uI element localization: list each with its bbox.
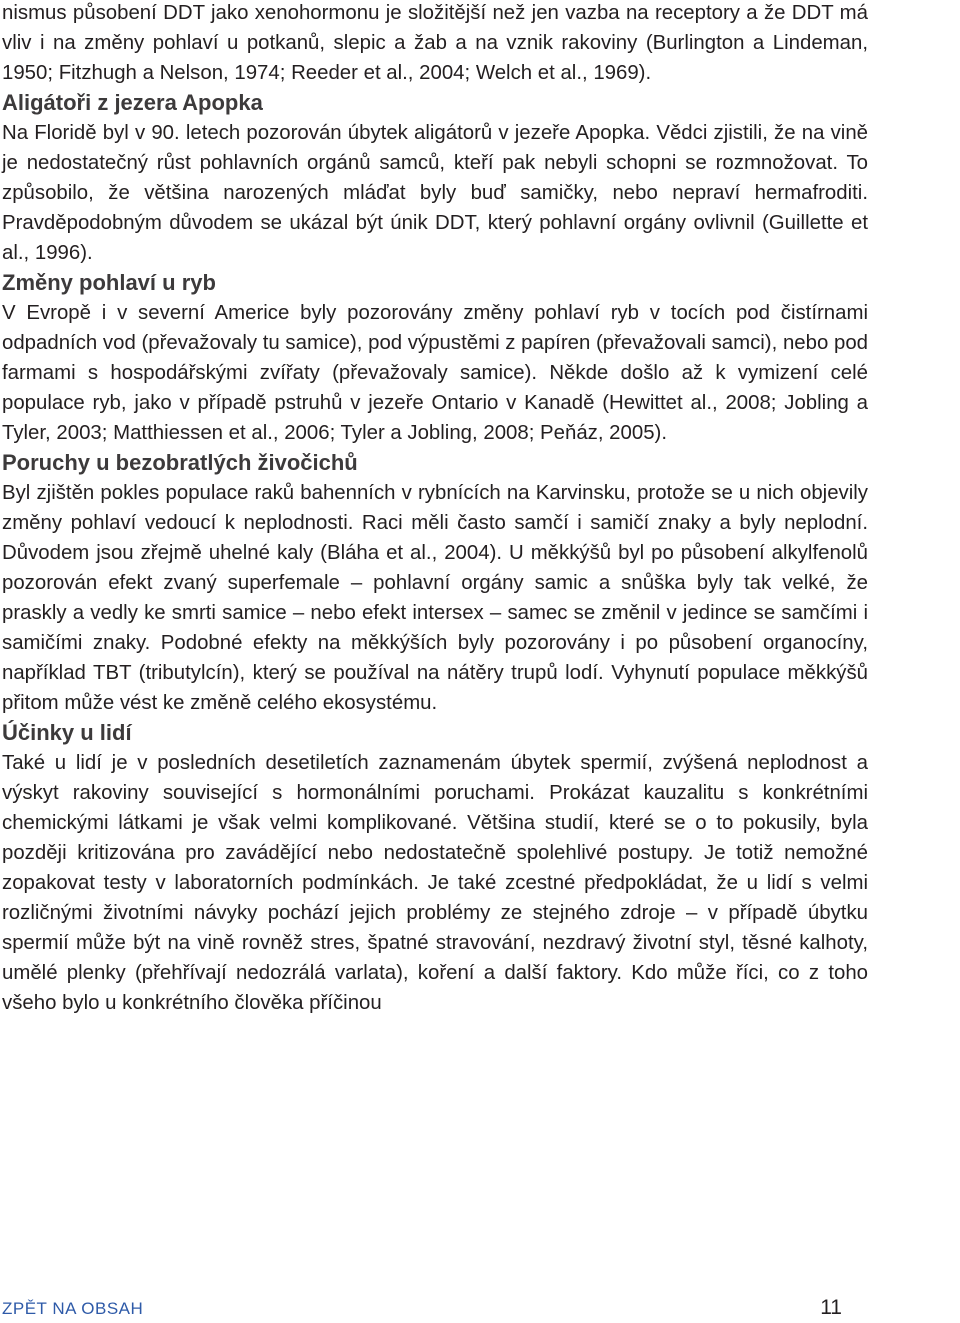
page-number: 11 bbox=[820, 1296, 842, 1319]
heading-fish-sex-change: Změny pohlaví u ryb bbox=[2, 270, 216, 295]
back-to-contents-link[interactable]: ZPĚT NA OBSAH bbox=[2, 1299, 144, 1318]
paragraph-invertebrates: Byl zjištěn pokles populace raků bahenních v rybnících na Karvinsku, protože se u nich objevily změny pohlaví vedoucí k neplodnosti. Raci měli často samčí i samičí znaky a byly neplodní. Důvodem jsou zřejmě uhelné kaly (Bláha et al., 2004). U měkkýšů byl po působení alkylfenolů pozorován efekt zvaný superfemale – pohlavní orgány samic a snůška byly tak velké, že praskly a vedly ke smrti samice – nebo efekt intersex – samec se změnil v jedince se samčími i samičími znaky. Podobné efekty na měkkýších byly pozorovány i po působení organocíny, například TBT (tributylcín), který se používal na nátěry trupů lodí. Vyhynutí populace měkkýšů přitom může vést ke změně celého ekosystému. bbox=[2, 482, 868, 714]
heading-alligators: Aligátoři z jezera Apopka bbox=[2, 90, 263, 115]
intro-paragraph: nismus působení DDT jako xenohormonu je složitější než jen vazba na receptory a že DDT má vliv i na změny pohlaví u potkanů, slepic a žab a na vznik rakoviny (Burlington a Lindeman, 1950; Fitzhugh a Nelson, 1974; Reeder et al., 2004; Welch et al., 1969). bbox=[2, 2, 868, 84]
heading-invertebrates: Poruchy u bezobratlých živočichů bbox=[2, 450, 358, 475]
page-content bbox=[2, 0, 868, 1018]
heading-human-effects: Účinky u lidí bbox=[2, 720, 132, 745]
paragraph-human-effects: Také u lidí je v posledních desetiletích zaznamenám úbytek spermií, zvýšená neplodnost a výskyt rakoviny související s hormonálními poruchami. Prokázat kauzalitu s konkrétními chemickými látkami je však velmi komplikované. Většina studií, které se o to pokusily, byla později kritizována pro zavádějící nebo nedostatečně spolehlivé postupy. Je totiž nemožné zopakovat testy v laboratorních podmínkách. Je také zcestné předpokládat, že u lidí s velmi rozličnými životními návyky pochází jejich problémy ze stejného zdroje – v případě úbytku spermií může být na vině rovněž stres, špatné stravování, nezdravý životní styl, těsné kalhoty, umělé plenky (přehřívají nedozrálá varlata), koření a další faktory. Kdo může říci, co z toho všeho bylo u konkrétního člověka příčinou bbox=[2, 752, 868, 1014]
paragraph-alligators: Na Floridě byl v 90. letech pozorován úbytek aligátorů v jezeře Apopka. Vědci zjistili, že na vině je nedostatečný růst pohlavních orgánů samců, kteří pak nebyli schopni se rozmnožovat. To způsobilo, že většina narozených mláďat byly buď samičky, nebo nepraví hermafroditi. Pravděpodobným důvodem se ukázal být únik DDT, který pohlavní orgány ovlivnil (Guillette et al., 1996). bbox=[2, 122, 868, 264]
paragraph-fish-sex-change: V Evropě i v severní Americe byly pozorovány změny pohlaví ryb v tocích pod čistírnami odpadních vod (převažovaly tu samice), pod výpustěmi z papíren (převažovali samci), nebo pod farmami s hospodářskými zvířaty (převažovaly samice). Někde došlo až k vymizení celé populace ryb, jako v případě pstruhů v jezeře Ontario v Kanadě (Hewittet al., 2008; Jobling a Tyler, 2003; Matthiessen et al., 2006; Tyler a Jobling, 2008; Peňáz, 2005). bbox=[2, 302, 868, 444]
